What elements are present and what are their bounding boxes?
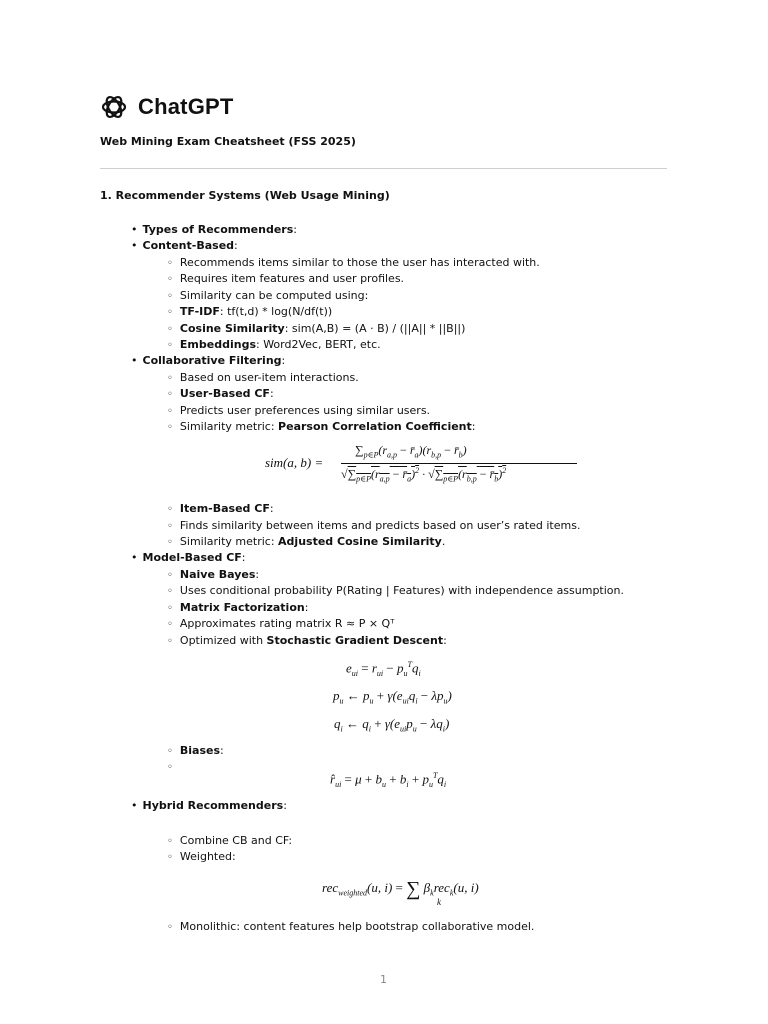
formula-numerator: $\sum_{p\in P}(r_{a,p}$ − $r̄_a)(r_{b,p}$ − $r̄_b$) [355, 443, 467, 460]
list-item: ◦ Combine CB and CF: [167, 834, 292, 849]
list-item-types: • Types of Recommenders: [131, 223, 297, 237]
label: Collaborative Filtering [142, 354, 282, 367]
formula-update-q: $q_i$ ← $q_i + \gamma(e_{ui}p_u - \lambda q_i)$ [334, 716, 450, 734]
list-item-content-based: • Content-Based: [131, 239, 238, 253]
formula-lhs-sim: sim(a, b) = [265, 455, 324, 470]
list-item: ◦ Requires item features and user profiles. [167, 272, 404, 287]
label: TF-IDF [179, 305, 220, 318]
list-item: ◦ Predicts user preferences using similar users. [167, 404, 430, 419]
document-title: Web Mining Exam Cheatsheet (FSS 2025) [100, 135, 356, 148]
fraction-bar [341, 463, 577, 464]
chatgpt-logo [100, 93, 234, 121]
list-item-mf: ◦ Matrix Factorization: [167, 601, 308, 616]
formula-error: $e_{ui} = r_{ui} - p_u^Tq_i$ [346, 660, 421, 678]
list-item-item-cf: ◦ Item-Based CF: [167, 502, 274, 517]
list-item: ◦ Approximates rating matrix R ≈ P × Qᵀ [167, 617, 394, 632]
list-item-user-cf: ◦ User-Based CF: [167, 387, 274, 402]
list-item: ◦ Monolithic: content features help bootstrap collaborative model. [167, 920, 534, 935]
label: Pearson Correlation Coefficient [278, 420, 472, 433]
label: Content-Based [142, 239, 235, 252]
label: Stochastic Gradient Descent [266, 634, 444, 647]
list-item-hybrid: • Hybrid Recommenders: [131, 799, 287, 813]
list-item-embeddings [167, 338, 381, 353]
list-item-cosine [167, 322, 465, 337]
list-item-biases: ◦ Biases: [167, 744, 224, 759]
label: Hybrid Recommenders [142, 799, 284, 812]
section-title: 1. Recommender Systems (Web Usage Mining) [100, 189, 390, 202]
label: Adjusted Cosine Similarity [278, 535, 442, 548]
text: : tf(t,d) * log(N/df(t)) [219, 305, 333, 318]
text: Similarity metric: [179, 535, 279, 548]
list-item: ◦ Similarity can be computed using: [167, 289, 368, 304]
label: Naive Bayes [179, 568, 256, 581]
list-item: ◦ Recommends items similar to those the user has interacted with. [167, 256, 540, 271]
list-item-model-based: • Model-Based CF: [131, 551, 246, 565]
label: Model-Based CF [142, 551, 242, 564]
formula-bias: $r̂_{ui} = \mu + b_u + b_i + p_u^Tq_i$ [330, 771, 447, 789]
label: Types of Recommenders [142, 223, 294, 236]
formula-weighted: rec$_{weighted}$(u, i) = ∑ $\beta_krec_k(u$, i) [322, 878, 479, 900]
formula-sum-index: k [437, 897, 441, 907]
text: Similarity metric: [179, 420, 279, 433]
label: Embeddings [179, 338, 256, 351]
list-item-cf: • Collaborative Filtering: [131, 354, 285, 368]
list-item-sgd: ◦ Optimized with Stochastic Gradient Descent: [167, 634, 447, 649]
list-item-tfidf [167, 305, 332, 320]
list-item-empty [167, 760, 180, 775]
label: Biases [179, 744, 221, 757]
formula-update-p: $p_u$ ← $p_u + \gamma(e_{ui}q_i - \lambda p_u)$ [333, 688, 452, 706]
list-item-pearson: ◦ Similarity metric: Pearson Correlation Coefficient: [167, 420, 475, 435]
label: Cosine Similarity [179, 322, 285, 335]
page-number: 1 [380, 973, 387, 986]
logo-text: ChatGPT [138, 94, 234, 119]
formula-denominator: $√\sum_{p\in P}(r_{a,p}$ − $r̄_a)^2 \cdot √\sum_{p\in P}(r_{b,p}$ − $r̄_b)^2$ [341, 466, 507, 484]
list-item: ◦ Weighted: [167, 850, 236, 865]
list-item: ◦ Based on user-item interactions. [167, 371, 359, 386]
list-item: ◦ Finds similarity between items and predicts based on user’s rated items. [167, 519, 580, 534]
label: Item-Based CF [179, 502, 270, 515]
text: : Word2Vec, BERT, etc. [256, 338, 381, 351]
openai-logo-icon [100, 93, 128, 121]
text: : sim(A,B) = (A · B) / (||A|| * ||B||) [284, 322, 466, 335]
label: User-Based CF [179, 387, 270, 400]
list-item-adj-cos: ◦ Similarity metric: Adjusted Cosine Similarity. [167, 535, 445, 550]
divider [100, 168, 667, 169]
text: Optimized with [179, 634, 267, 647]
list-item: ◦ Uses conditional probability P(Rating | Features) with independence assumption. [167, 584, 624, 599]
list-item-naive-bayes: ◦ Naive Bayes: [167, 568, 259, 583]
label: Matrix Factorization [179, 601, 305, 614]
